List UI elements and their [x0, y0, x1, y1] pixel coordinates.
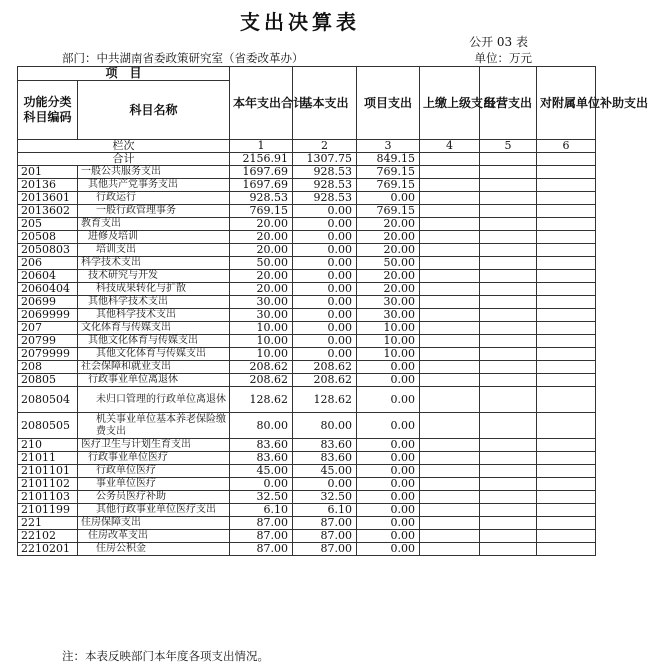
total-cell: 928.53 [230, 192, 293, 205]
table-row [18, 530, 596, 543]
name-cell: 其他文化体育与传媒支出 [78, 335, 230, 348]
subsidy-cell [537, 257, 596, 270]
table-row [18, 179, 596, 192]
upper-cell [420, 439, 480, 452]
name-cell: 其他文化体育与传媒支出 [78, 348, 230, 361]
basic-cell: 83.60 [293, 452, 357, 465]
business-cell [480, 283, 537, 296]
name-cell: 其他科学技术支出 [78, 309, 230, 322]
expenditure-table [17, 66, 648, 556]
upper-cell [420, 322, 480, 335]
project-cell: 0.00 [357, 504, 420, 517]
basic-cell: 0.00 [293, 231, 357, 244]
total-cell: 6.10 [230, 504, 293, 517]
total-cell: 50.00 [230, 257, 293, 270]
basic-cell: 0.00 [293, 478, 357, 491]
business-cell [480, 478, 537, 491]
project-cell: 50.00 [357, 257, 420, 270]
basic-cell: 0.00 [293, 335, 357, 348]
code-cell: 2101102 [18, 478, 78, 491]
upper-cell [420, 517, 480, 530]
basic-cell: 87.00 [293, 543, 357, 556]
code-cell: 2060404 [18, 283, 78, 296]
project-cell: 0.00 [357, 374, 420, 387]
business-cell [480, 179, 537, 192]
index-cell: 5 [480, 140, 537, 153]
total-cell: 83.60 [230, 439, 293, 452]
project-cell: 10.00 [357, 335, 420, 348]
basic-cell: 80.00 [293, 413, 357, 439]
table-row [18, 517, 596, 530]
code-cell: 206 [18, 257, 78, 270]
page-title: 支出决算表 [240, 10, 360, 34]
name-cell: 医疗卫生与计划生育支出 [78, 439, 230, 452]
name-cell: 技术研究与开发 [78, 270, 230, 283]
project-cell: 20.00 [357, 244, 420, 257]
column-header-subsidy: 对附属单位补助支出 [537, 67, 596, 140]
upper-cell [420, 296, 480, 309]
subsidy-cell [537, 244, 596, 257]
code-cell: 2050803 [18, 244, 78, 257]
department-label: 部门：中共湖南省委政策研究室（省委改革办） [62, 51, 304, 65]
basic-cell: 928.53 [293, 166, 357, 179]
code-cell: 22102 [18, 530, 78, 543]
code-cell: 205 [18, 218, 78, 231]
total-cell: 128.62 [230, 387, 293, 413]
unit-label: 单位：万元 [474, 51, 532, 65]
total-cell: 20.00 [230, 218, 293, 231]
project-cell: 20.00 [357, 231, 420, 244]
summary-subsidy [537, 153, 596, 166]
code-cell: 2080504 [18, 387, 78, 413]
code-cell: 208 [18, 361, 78, 374]
footnote: 注：本表反映部门本年度各项支出情况。 [62, 649, 269, 663]
table-row [18, 387, 596, 413]
project-cell: 0.00 [357, 465, 420, 478]
upper-cell [420, 218, 480, 231]
summary-total: 2156.91 [230, 153, 293, 166]
subsidy-cell [537, 335, 596, 348]
subsidy-cell [537, 179, 596, 192]
project-cell: 10.00 [357, 348, 420, 361]
table-row [18, 465, 596, 478]
basic-cell: 32.50 [293, 491, 357, 504]
project-cell: 0.00 [357, 413, 420, 439]
summary-business [480, 153, 537, 166]
business-cell [480, 322, 537, 335]
upper-cell [420, 543, 480, 556]
subsidy-cell [537, 348, 596, 361]
total-cell: 32.50 [230, 491, 293, 504]
index-row [18, 140, 596, 153]
business-cell [480, 218, 537, 231]
project-cell: 0.00 [357, 543, 420, 556]
code-cell: 2101103 [18, 491, 78, 504]
basic-cell: 0.00 [293, 257, 357, 270]
name-cell: 未归口管理的行政单位离退休 [78, 387, 230, 413]
business-cell [480, 296, 537, 309]
code-cell: 221 [18, 517, 78, 530]
table-row [18, 491, 596, 504]
name-cell: 行政事业单位医疗 [78, 452, 230, 465]
summary-row [18, 153, 596, 166]
total-cell: 10.00 [230, 348, 293, 361]
business-cell [480, 504, 537, 517]
name-cell: 行政事业单位离退休 [78, 374, 230, 387]
total-cell: 87.00 [230, 530, 293, 543]
code-cell: 2210201 [18, 543, 78, 556]
basic-cell: 6.10 [293, 504, 357, 517]
code-cell: 20604 [18, 270, 78, 283]
index-cell: 4 [420, 140, 480, 153]
table-row [18, 270, 596, 283]
column-header-project: 项目支出 [357, 67, 420, 140]
project-cell: 20.00 [357, 218, 420, 231]
upper-cell [420, 270, 480, 283]
business-cell [480, 413, 537, 439]
table-row [18, 231, 596, 244]
subsidy-cell [537, 283, 596, 296]
upper-cell [420, 205, 480, 218]
basic-cell: 0.00 [293, 270, 357, 283]
business-cell [480, 231, 537, 244]
subsidy-cell [537, 192, 596, 205]
summary-upper [420, 153, 480, 166]
subsidy-cell [537, 517, 596, 530]
upper-cell [420, 465, 480, 478]
basic-cell: 45.00 [293, 465, 357, 478]
subsidy-cell [537, 218, 596, 231]
project-cell: 769.15 [357, 205, 420, 218]
table-row [18, 374, 596, 387]
project-cell: 0.00 [357, 192, 420, 205]
basic-cell: 83.60 [293, 439, 357, 452]
upper-cell [420, 387, 480, 413]
upper-cell [420, 309, 480, 322]
name-cell: 住房公积金 [78, 543, 230, 556]
upper-cell [420, 231, 480, 244]
index-cell: 6 [537, 140, 596, 153]
code-cell: 20699 [18, 296, 78, 309]
basic-cell: 0.00 [293, 244, 357, 257]
basic-cell: 0.00 [293, 322, 357, 335]
name-cell: 住房保障支出 [78, 517, 230, 530]
subsidy-cell [537, 205, 596, 218]
total-cell: 769.15 [230, 205, 293, 218]
project-cell: 20.00 [357, 270, 420, 283]
total-cell: 80.00 [230, 413, 293, 439]
business-cell [480, 543, 537, 556]
total-cell: 1697.69 [230, 179, 293, 192]
basic-cell: 0.00 [293, 296, 357, 309]
total-cell: 45.00 [230, 465, 293, 478]
business-cell [480, 374, 537, 387]
business-cell [480, 439, 537, 452]
summary-label: 合计 [18, 153, 230, 166]
table-row [18, 543, 596, 556]
total-cell: 10.00 [230, 322, 293, 335]
business-cell [480, 192, 537, 205]
business-cell [480, 244, 537, 257]
subsidy-cell [537, 322, 596, 335]
project-cell: 30.00 [357, 296, 420, 309]
project-cell: 0.00 [357, 387, 420, 413]
table-row [18, 322, 596, 335]
code-cell: 207 [18, 322, 78, 335]
basic-cell: 87.00 [293, 517, 357, 530]
code-cell: 2069999 [18, 309, 78, 322]
project-cell: 0.00 [357, 452, 420, 465]
name-cell: 其他科学技术支出 [78, 296, 230, 309]
table-row [18, 205, 596, 218]
table-row [18, 361, 596, 374]
upper-cell [420, 452, 480, 465]
table-row [18, 166, 596, 179]
project-cell: 0.00 [357, 491, 420, 504]
name-cell: 其他行政事业单位医疗支出 [78, 504, 230, 517]
name-cell: 机关事业单位基本养老保险缴费支出 [78, 413, 230, 439]
business-cell [480, 361, 537, 374]
code-cell: 2079999 [18, 348, 78, 361]
upper-cell [420, 530, 480, 543]
upper-cell [420, 257, 480, 270]
project-cell: 0.00 [357, 530, 420, 543]
upper-cell [420, 166, 480, 179]
code-cell: 20805 [18, 374, 78, 387]
upper-cell [420, 413, 480, 439]
table-row [18, 335, 596, 348]
table-row [18, 478, 596, 491]
business-cell [480, 335, 537, 348]
subsidy-cell [537, 361, 596, 374]
project-cell: 0.00 [357, 439, 420, 452]
code-cell: 20799 [18, 335, 78, 348]
subsidy-cell [537, 504, 596, 517]
project-cell: 769.15 [357, 179, 420, 192]
name-cell: 教育支出 [78, 218, 230, 231]
table-number: 公开 03 表 [469, 35, 528, 49]
basic-cell: 0.00 [293, 218, 357, 231]
subsidy-cell [537, 478, 596, 491]
column-header-basic: 基本支出 [293, 67, 357, 140]
name-cell: 住房改革支出 [78, 530, 230, 543]
table-row [18, 504, 596, 517]
total-cell: 20.00 [230, 283, 293, 296]
table-row [18, 244, 596, 257]
table-row [18, 192, 596, 205]
total-cell: 30.00 [230, 309, 293, 322]
basic-cell: 0.00 [293, 205, 357, 218]
upper-cell [420, 361, 480, 374]
code-cell: 20136 [18, 179, 78, 192]
table-row [18, 439, 596, 452]
basic-cell: 128.62 [293, 387, 357, 413]
business-cell [480, 166, 537, 179]
subsidy-cell [537, 296, 596, 309]
subsidy-cell [537, 166, 596, 179]
upper-cell [420, 283, 480, 296]
name-cell: 科学技术支出 [78, 257, 230, 270]
name-cell: 进修及培训 [78, 231, 230, 244]
business-cell [480, 452, 537, 465]
column-header-code: 功能分类科目编码 [18, 81, 78, 140]
business-cell [480, 517, 537, 530]
basic-cell: 208.62 [293, 374, 357, 387]
project-cell: 769.15 [357, 166, 420, 179]
code-cell: 2013602 [18, 205, 78, 218]
business-cell [480, 309, 537, 322]
upper-cell [420, 192, 480, 205]
total-cell: 208.62 [230, 374, 293, 387]
table-row [18, 309, 596, 322]
subsidy-cell [537, 439, 596, 452]
upper-cell [420, 335, 480, 348]
business-cell [480, 205, 537, 218]
subsidy-cell [537, 374, 596, 387]
code-cell: 2013601 [18, 192, 78, 205]
upper-cell [420, 491, 480, 504]
summary-project: 849.15 [357, 153, 420, 166]
upper-cell [420, 179, 480, 192]
subsidy-cell [537, 465, 596, 478]
name-cell: 行政单位医疗 [78, 465, 230, 478]
code-cell: 20508 [18, 231, 78, 244]
column-header-total: 本年支出合计 [230, 67, 293, 140]
basic-cell: 87.00 [293, 530, 357, 543]
index-cell: 1 [230, 140, 293, 153]
table-row [18, 283, 596, 296]
project-cell: 0.00 [357, 517, 420, 530]
table-row [18, 452, 596, 465]
business-cell [480, 530, 537, 543]
name-cell: 科技成果转化与扩散 [78, 283, 230, 296]
total-cell: 208.62 [230, 361, 293, 374]
index-cell: 2 [293, 140, 357, 153]
name-cell: 事业单位医疗 [78, 478, 230, 491]
basic-cell: 208.62 [293, 361, 357, 374]
business-cell [480, 270, 537, 283]
table-row [18, 218, 596, 231]
total-cell: 30.00 [230, 296, 293, 309]
subsidy-cell [537, 543, 596, 556]
name-cell: 一般公共服务支出 [78, 166, 230, 179]
project-cell: 0.00 [357, 478, 420, 491]
upper-cell [420, 348, 480, 361]
name-cell: 其他共产党事务支出 [78, 179, 230, 192]
basic-cell: 0.00 [293, 309, 357, 322]
total-cell: 10.00 [230, 335, 293, 348]
basic-cell: 928.53 [293, 179, 357, 192]
basic-cell: 0.00 [293, 348, 357, 361]
subsidy-cell [537, 270, 596, 283]
code-cell: 210 [18, 439, 78, 452]
total-cell: 83.60 [230, 452, 293, 465]
basic-cell: 0.00 [293, 283, 357, 296]
subsidy-cell [537, 231, 596, 244]
column-header-upper: 上缴上级支出 [420, 67, 480, 140]
table-row [18, 296, 596, 309]
total-cell: 87.00 [230, 543, 293, 556]
project-cell: 10.00 [357, 322, 420, 335]
code-cell: 21011 [18, 452, 78, 465]
summary-basic: 1307.75 [293, 153, 357, 166]
column-header-name: 科目名称 [78, 81, 230, 140]
table-row [18, 257, 596, 270]
total-cell: 20.00 [230, 231, 293, 244]
business-cell [480, 387, 537, 413]
code-cell: 2101199 [18, 504, 78, 517]
upper-cell [420, 244, 480, 257]
business-cell [480, 465, 537, 478]
table-row [18, 413, 596, 439]
name-cell: 行政运行 [78, 192, 230, 205]
project-cell: 0.00 [357, 361, 420, 374]
name-cell: 一般行政管理事务 [78, 205, 230, 218]
name-cell: 文化体育与传媒支出 [78, 322, 230, 335]
project-cell: 30.00 [357, 309, 420, 322]
index-cell: 3 [357, 140, 420, 153]
index-row-label: 栏次 [18, 140, 230, 153]
subsidy-cell [537, 452, 596, 465]
column-header-business: 经营支出 [480, 67, 537, 140]
name-cell: 培训支出 [78, 244, 230, 257]
name-cell: 公务员医疗补助 [78, 491, 230, 504]
total-cell: 87.00 [230, 517, 293, 530]
basic-cell: 928.53 [293, 192, 357, 205]
column-group-header: 项 目 [18, 67, 230, 81]
code-cell: 2101101 [18, 465, 78, 478]
subsidy-cell [537, 491, 596, 504]
business-cell [480, 348, 537, 361]
total-cell: 1697.69 [230, 166, 293, 179]
code-cell: 2080505 [18, 413, 78, 439]
upper-cell [420, 374, 480, 387]
subsidy-cell [537, 530, 596, 543]
upper-cell [420, 478, 480, 491]
code-cell: 201 [18, 166, 78, 179]
total-cell: 0.00 [230, 478, 293, 491]
table-row [18, 348, 596, 361]
subsidy-cell [537, 309, 596, 322]
business-cell [480, 257, 537, 270]
name-cell: 社会保障和就业支出 [78, 361, 230, 374]
business-cell [480, 491, 537, 504]
subsidy-cell [537, 387, 596, 413]
project-cell: 20.00 [357, 283, 420, 296]
total-cell: 20.00 [230, 270, 293, 283]
upper-cell [420, 504, 480, 517]
total-cell: 20.00 [230, 244, 293, 257]
subsidy-cell [537, 413, 596, 439]
